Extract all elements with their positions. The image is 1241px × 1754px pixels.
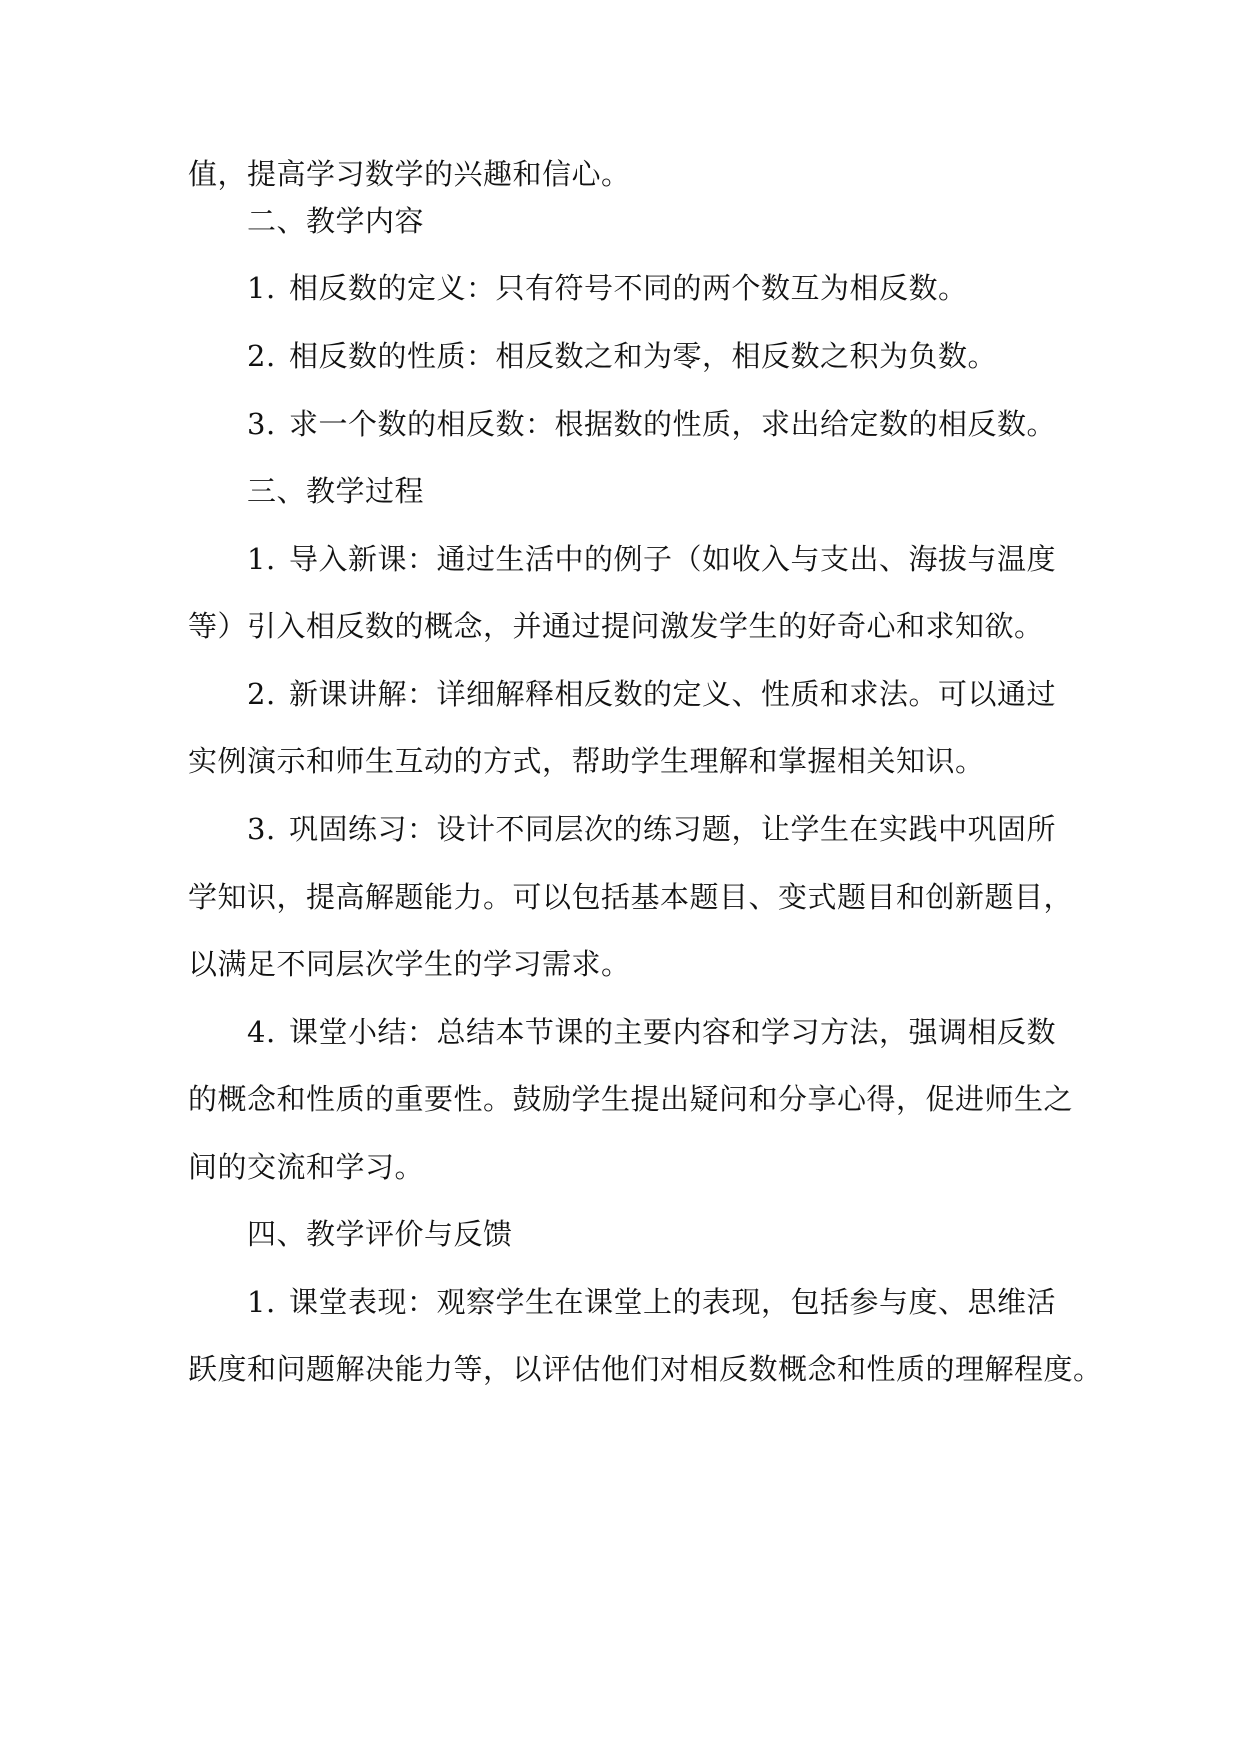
list-item xyxy=(247,268,968,308)
paragraph-line xyxy=(188,1079,1073,1119)
item-text: 巩固练习：设计不同层次的练习题，让学生在实践中巩固所 xyxy=(289,812,1057,846)
section-heading xyxy=(247,1214,513,1254)
item-text: 相反数的定义：只有符号不同的两个数互为相反数。 xyxy=(289,271,968,305)
line-text: 等）引入相反数的概念，并通过提问激发学生的好奇心和求知欲。 xyxy=(188,609,1044,643)
list-item xyxy=(247,404,1056,444)
item-text: 课堂表现：观察学生在课堂上的表现，包括参与度、思维活 xyxy=(289,1285,1057,1319)
list-item xyxy=(247,1012,1056,1052)
item-text: 新课讲解：详细解释相反数的定义、性质和求法。可以通过 xyxy=(289,677,1057,711)
paragraph-line xyxy=(188,606,1044,646)
heading-text: 二、教学内容 xyxy=(247,204,425,238)
item-number: 1. xyxy=(247,271,276,305)
item-number: 2. xyxy=(247,677,276,711)
paragraph-line xyxy=(188,1147,424,1187)
paragraph-line xyxy=(188,154,631,194)
paragraph-line xyxy=(188,1349,1103,1389)
list-item xyxy=(247,539,1056,579)
item-number: 3. xyxy=(247,812,276,846)
item-number: 4. xyxy=(247,1015,276,1049)
line-text: 实例演示和师生互动的方式，帮助学生理解和掌握相关知识。 xyxy=(188,744,985,778)
item-number: 1. xyxy=(247,1285,276,1319)
item-text: 求一个数的相反数：根据数的性质，求出给定数的相反数。 xyxy=(289,407,1057,441)
line-text: 学知识，提高解题能力。可以包括基本题目、变式题目和创新题目， xyxy=(188,880,1074,914)
line-text: 以满足不同层次学生的学习需求。 xyxy=(188,947,631,981)
line-text: 跃度和问题解决能力等，以评估他们对相反数概念和性质的理解程度。 xyxy=(188,1352,1103,1386)
item-number: 3. xyxy=(247,407,276,441)
item-number: 2. xyxy=(247,339,276,373)
item-text: 课堂小结：总结本节课的主要内容和学习方法，强调相反数 xyxy=(289,1015,1057,1049)
line-text: 值，提高学习数学的兴趣和信心。 xyxy=(188,157,631,191)
heading-text: 三、教学过程 xyxy=(247,474,425,508)
paragraph-line xyxy=(188,877,1073,917)
list-item xyxy=(247,674,1056,714)
line-text: 的概念和性质的重要性。鼓励学生提出疑问和分享心得，促进师生之 xyxy=(188,1082,1074,1116)
paragraph-line xyxy=(188,944,631,984)
list-item xyxy=(247,336,997,376)
heading-text: 四、教学评价与反馈 xyxy=(247,1217,513,1251)
line-text: 间的交流和学习。 xyxy=(188,1150,425,1184)
section-heading xyxy=(247,201,424,241)
item-text: 相反数的性质：相反数之和为零，相反数之积为负数。 xyxy=(289,339,998,373)
item-number: 1. xyxy=(247,542,276,576)
paragraph-line xyxy=(188,741,985,781)
list-item xyxy=(247,1282,1056,1322)
list-item xyxy=(247,809,1056,849)
section-heading xyxy=(247,471,424,511)
item-text: 导入新课：通过生活中的例子（如收入与支出、海拔与温度 xyxy=(289,542,1057,576)
